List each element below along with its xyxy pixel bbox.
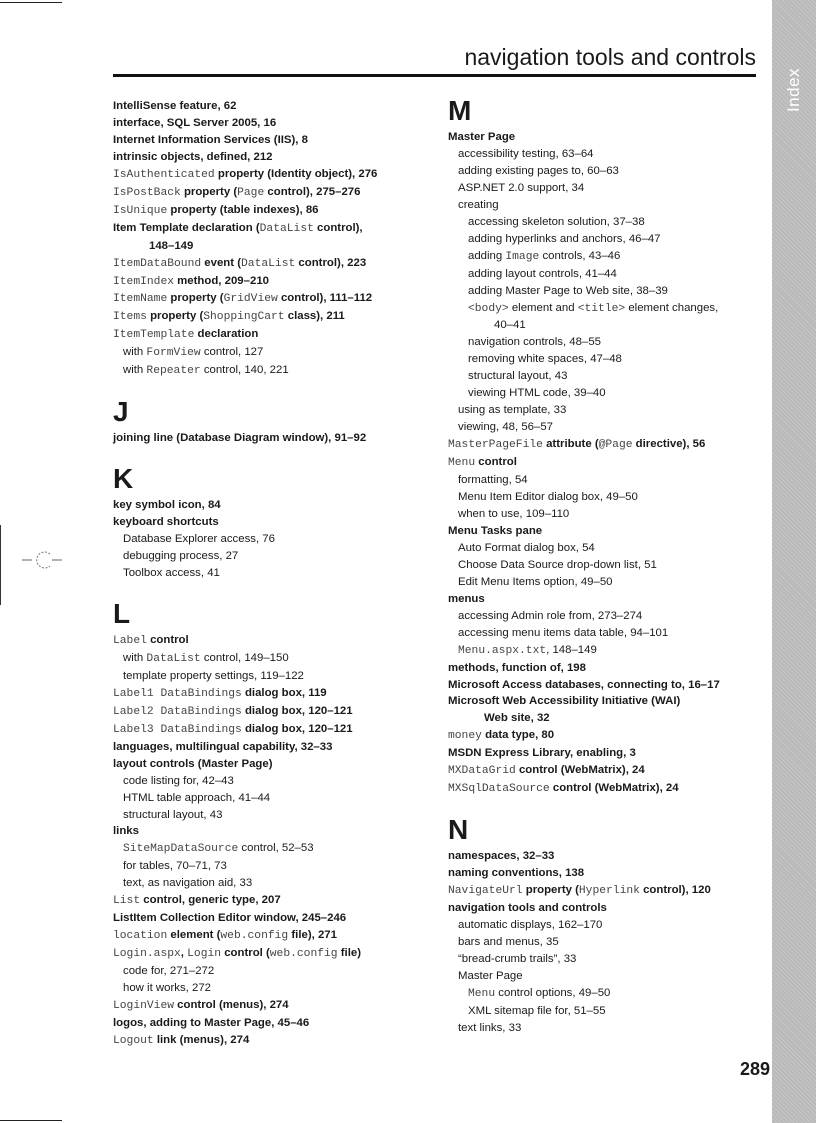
index-entry: [113, 115, 413, 132]
index-entry: [448, 523, 748, 540]
entry-text: adding hyperlinks and anchors, 46–47: [468, 232, 661, 245]
code-term: Menu: [468, 987, 496, 1000]
index-subentry: [448, 951, 748, 968]
index-subentry: [113, 344, 413, 362]
entry-text: link (menus), 274: [153, 1033, 250, 1046]
entry-text: removing white spaces, 47–48: [468, 353, 622, 366]
entry-text: control), 111–112: [277, 292, 373, 305]
entry-text: text links, 33: [458, 1021, 522, 1034]
entry-text: naming conventions, 138: [448, 867, 585, 880]
index-entry: [448, 780, 748, 798]
entry-text: navigation controls, 48–55: [468, 336, 601, 349]
entry-text: adding Master Page to Web site, 38–39: [468, 284, 668, 297]
index-entry: [113, 308, 413, 326]
code-term: Items: [113, 311, 147, 324]
index-subentry: [113, 773, 413, 790]
entry-text: viewing HTML code, 39–40: [468, 387, 606, 400]
section-letter: J: [113, 396, 129, 428]
index-subentry: [113, 650, 413, 668]
index-subentry: [113, 668, 413, 685]
entry-text: control options, 49–50: [495, 986, 611, 999]
code-term: MasterPageFile: [448, 439, 543, 452]
index-entry: [113, 927, 413, 945]
entry-text: property (Identity object), 276: [214, 167, 378, 180]
entry-text: interface, SQL Server 2005, 16: [113, 116, 277, 129]
entry-text: key symbol icon, 84: [113, 499, 221, 512]
section-letter: L: [113, 597, 131, 629]
code-term: List: [113, 895, 141, 908]
code-term: DataList: [241, 257, 296, 270]
entry-text: control),: [313, 221, 363, 234]
running-header: navigation tools and controls: [464, 44, 756, 70]
code-term: FormView: [146, 347, 201, 360]
entry-text: property (: [522, 884, 579, 897]
entry-text: attribute (: [542, 438, 599, 451]
code-term: Label3 DataBindings: [113, 723, 242, 736]
index-entry: [448, 848, 748, 865]
index-entry: [113, 220, 413, 238]
code-term: @Page: [598, 439, 633, 452]
entry-text: methods, function of, 198: [448, 661, 586, 674]
code-term: Menu.aspx.txt: [458, 644, 547, 657]
entry-text: with: [123, 346, 147, 359]
entry-text: control (menus), 274: [174, 998, 289, 1011]
index-entry: [113, 202, 413, 220]
entry-text: automatic displays, 162–170: [458, 918, 603, 931]
code-term: Login: [187, 948, 222, 961]
entry-text: data type, 80: [481, 729, 555, 742]
code-term: NavigateUrl: [448, 885, 523, 898]
code-term: Image: [505, 250, 540, 263]
entry-text: dialog box, 120–121: [241, 704, 353, 717]
header-rule: [113, 74, 756, 77]
index-subentry: [113, 840, 413, 858]
index-entry: [448, 660, 748, 677]
entry-text: for tables, 70–71, 73: [123, 860, 227, 873]
index-entry: [113, 326, 413, 344]
code-term: ItemDataBound: [113, 257, 202, 270]
entry-text: IntelliSense feature, 62: [113, 100, 237, 112]
entry-text: bars and menus, 35: [458, 935, 559, 948]
index-entry: [113, 910, 413, 927]
code-term: Repeater: [146, 365, 201, 378]
index-entry: [448, 865, 748, 882]
crop-mark-left: [0, 525, 1, 605]
index-subentry: [448, 489, 748, 506]
entry-text: control), 223: [295, 256, 367, 269]
code-term: Label: [113, 634, 147, 647]
code-term: IsAuthenticated: [113, 168, 215, 181]
entry-text: Master Page: [458, 969, 523, 982]
code-term: ItemTemplate: [113, 329, 195, 342]
entry-text: control: [146, 633, 189, 646]
index-entry: [113, 1015, 413, 1032]
index-entry: [448, 727, 748, 745]
index-subentry: [448, 180, 748, 197]
code-term: MXDataGrid: [448, 765, 516, 778]
entry-text: Master Page: [448, 131, 516, 143]
code-term: money: [448, 730, 482, 743]
index-entry: [113, 273, 413, 291]
entry-text: Menu Item Editor dialog box, 49–50: [458, 491, 638, 504]
index-subentry: [448, 163, 748, 180]
entry-text: Database Explorer access, 76: [123, 533, 275, 546]
entry-text: accessing menu items data table, 94–101: [458, 626, 669, 639]
entry-text: using as template, 33: [458, 404, 567, 417]
index-subentry: [448, 557, 748, 574]
entry-text: “bread-crumb trails”, 33: [458, 952, 577, 965]
entry-text: Choose Data Source drop-down list, 51: [458, 558, 657, 571]
entry-text: template property settings, 119–122: [123, 669, 304, 682]
page-number: 289: [740, 1059, 771, 1079]
index-entry: [113, 497, 413, 514]
entry-text: Toolbox access, 41: [123, 567, 220, 580]
entry-text: control, 127: [200, 346, 264, 359]
code-term: Label2 DataBindings: [113, 705, 242, 718]
index-subentry: [448, 214, 748, 231]
index-subentry: [113, 875, 413, 892]
entry-text: property (table indexes), 86: [167, 203, 319, 216]
index-subentry: [113, 963, 413, 980]
index-subentry: [113, 362, 413, 380]
entry-text: property (: [180, 185, 238, 198]
index-entry: [448, 677, 748, 694]
entry-text: structural layout, 43: [468, 370, 568, 383]
index-subentry: [448, 248, 748, 266]
entry-text: Microsoft Access databases, connecting to, 16–17: [448, 678, 720, 691]
index-subentry: [448, 1020, 748, 1037]
index-subentry: [448, 540, 748, 557]
code-term: <body>: [468, 302, 509, 315]
entry-text: dialog box, 119: [241, 686, 327, 699]
code-term: Label1 DataBindings: [113, 687, 242, 700]
entry-text: with: [123, 651, 147, 664]
index-entry: [113, 721, 413, 739]
entry-text: property (: [146, 310, 204, 323]
index-entry: [113, 892, 413, 910]
entry-text: structural layout, 43: [123, 808, 223, 821]
entry-text: links: [113, 825, 139, 838]
index-subentry: [448, 985, 748, 1003]
index-subentry: [448, 917, 748, 934]
entry-text: namespaces, 32–33: [448, 850, 555, 863]
index-entry: [113, 756, 413, 773]
code-term: IsPostBack: [113, 186, 181, 199]
index-entry: [448, 693, 748, 710]
code-term: Menu: [448, 457, 476, 470]
entry-text: directive), 56: [632, 438, 706, 451]
index-subentry: [448, 351, 748, 368]
entry-text: formatting, 54: [458, 474, 528, 487]
code-term: GridView: [223, 293, 278, 306]
entry-text: 40–41: [494, 319, 526, 332]
code-term: LoginView: [113, 999, 175, 1012]
index-entry: [113, 1032, 413, 1050]
entry-text: control), 275–276: [264, 185, 361, 198]
section-letter: N: [448, 814, 469, 846]
index-subentry: [113, 980, 413, 997]
entry-text: intrinsic objects, defined, 212: [113, 150, 273, 163]
entry-text: control, generic type, 207: [140, 894, 281, 907]
index-subentry: [448, 231, 748, 248]
index-subentry: [113, 548, 413, 565]
index-entry: [113, 997, 413, 1015]
index-subentry: [448, 266, 748, 283]
entry-text: controls, 43–46: [539, 249, 621, 262]
entry-text: element (: [167, 929, 221, 942]
index-entry: [113, 290, 413, 308]
entry-text: control, 52–53: [238, 842, 314, 855]
index-subentry: [113, 565, 413, 582]
index-subentry: [448, 334, 748, 351]
entry-text: element and: [508, 301, 578, 314]
entry-text: adding: [468, 249, 506, 262]
entry-text: method, 209–210: [174, 274, 269, 287]
index-entry: [448, 129, 748, 146]
index-entry: [113, 632, 413, 650]
entry-text: logos, adding to Master Page, 45–46: [113, 1016, 310, 1029]
index-entry: [113, 703, 413, 721]
index-subentry: [113, 807, 413, 824]
entry-text: menus: [448, 592, 485, 605]
entry-text: MSDN Express Library, enabling, 3: [448, 747, 636, 760]
entry-text: viewing, 48, 56–57: [458, 421, 553, 434]
entry-text: when to use, 109–110: [458, 507, 570, 520]
entry-text: event (: [201, 256, 242, 269]
index-subentry: [448, 197, 748, 214]
entry-text: control), 120: [639, 884, 711, 897]
entry-text: text, as navigation aid, 33: [123, 877, 253, 890]
entry-text: accessing Admin role from, 273–274: [458, 609, 643, 622]
index-subentry: [448, 146, 748, 163]
entry-text: Item Template declaration (: [113, 221, 260, 234]
entry-text: control (: [221, 947, 270, 960]
code-term: web.config: [220, 930, 289, 943]
entry-text: Web site, 32: [484, 712, 550, 725]
entry-text: creating: [458, 198, 499, 211]
index-subentry: [448, 574, 748, 591]
code-term: MXSqlDataSource: [448, 783, 550, 796]
index-entry: [113, 823, 413, 840]
entry-text: ASP.NET 2.0 support, 34: [458, 181, 585, 194]
index-subentry: [448, 385, 748, 402]
index-subentry: [448, 1003, 748, 1020]
index-subentry: [448, 506, 748, 523]
entry-text: declaration: [194, 328, 259, 341]
index-column-right: [448, 95, 748, 1037]
entry-text: file): [337, 947, 361, 960]
index-entry: [113, 739, 413, 756]
index-entry: [113, 98, 413, 115]
index-entry: [113, 945, 413, 963]
entry-text: XML sitemap file for, 51–55: [468, 1004, 606, 1017]
index-subentry: [448, 283, 748, 300]
section-letter: M: [448, 95, 472, 126]
entry-text: Internet Information Services (IIS), 8: [113, 133, 308, 146]
entry-text: control (WebMatrix), 24: [549, 782, 679, 795]
entry-text: keyboard shortcuts: [113, 516, 219, 529]
code-term: Hyperlink: [578, 885, 640, 898]
index-subentry: [448, 368, 748, 385]
code-term: IsUnique: [113, 204, 168, 217]
index-entry: [113, 430, 413, 447]
entry-text: debugging process, 27: [123, 550, 239, 563]
entry-text: Menu Tasks pane: [448, 524, 543, 537]
entry-text: control, 140, 221: [200, 364, 289, 377]
code-term: DataList: [146, 652, 201, 665]
entry-text: adding existing pages to, 60–63: [458, 164, 619, 177]
entry-text: element changes,: [625, 301, 719, 314]
code-term: ItemIndex: [113, 275, 175, 288]
entry-text: languages, multilingual capability, 32–33: [113, 740, 333, 753]
code-term: Login.aspx: [113, 948, 181, 961]
index-subentry: [448, 625, 748, 642]
index-column-left: [113, 98, 413, 1050]
index-entry: [113, 149, 413, 166]
index-entry: [113, 184, 413, 202]
entry-text: how it works, 272: [123, 982, 211, 995]
index-entry: [448, 745, 748, 762]
entry-text: ,: [180, 947, 188, 960]
index-subentry: [448, 968, 748, 985]
crop-mark-bottom: [0, 1120, 62, 1121]
index-subentry: [448, 608, 748, 625]
entry-text: code for, 271–272: [123, 965, 215, 978]
entry-text: Auto Format dialog box, 54: [458, 541, 595, 554]
index-entry: [113, 132, 413, 149]
entry-text: Edit Menu Items option, 49–50: [458, 575, 613, 588]
code-term: Page: [237, 186, 265, 199]
entry-text: HTML table approach, 41–44: [123, 791, 271, 804]
entry-text: with: [123, 364, 147, 377]
index-subentry: [448, 472, 748, 489]
index-entry-continuation: [448, 317, 748, 334]
entry-text: control (WebMatrix), 24: [515, 764, 645, 777]
index-subentry: [448, 419, 748, 436]
entry-text: layout controls (Master Page): [113, 757, 273, 770]
index-entry: [113, 255, 413, 273]
code-term: <title>: [577, 302, 626, 315]
index-subentry: [113, 790, 413, 807]
code-term: web.config: [269, 948, 338, 961]
entry-text: control, 149–150: [200, 651, 289, 664]
code-term: location: [113, 930, 168, 943]
index-entry: [448, 762, 748, 780]
index-subentry: [448, 300, 748, 318]
entry-text: dialog box, 120–121: [241, 722, 353, 735]
index-entry: [113, 514, 413, 531]
index-side-tab-label: Index: [784, 67, 803, 113]
index-entry: [448, 454, 748, 472]
index-entry: [448, 882, 748, 900]
index-entry: [113, 166, 413, 184]
index-entry: [113, 685, 413, 703]
code-term: DataList: [259, 222, 314, 235]
code-term: Logout: [113, 1034, 154, 1047]
registration-mark-icon: [22, 547, 62, 573]
entry-text: class), 211: [284, 310, 345, 323]
code-term: ItemName: [113, 293, 168, 306]
entry-text: file), 271: [288, 929, 337, 942]
entry-text: Microsoft Web Accessibility Initiative (WAI): [448, 695, 681, 708]
code-term: SiteMapDataSource: [123, 843, 239, 856]
index-subentry: [448, 402, 748, 419]
code-term: ShoppingCart: [203, 311, 285, 324]
index-entry: [448, 436, 748, 454]
entry-text: control: [475, 456, 517, 469]
index-subentry: [113, 858, 413, 875]
entry-text: adding layout controls, 41–44: [468, 267, 617, 280]
entry-text: code listing for, 42–43: [123, 774, 234, 787]
entry-text: accessing skeleton solution, 37–38: [468, 215, 645, 228]
entry-text: property (: [167, 292, 224, 305]
index-entry-continuation: [448, 710, 748, 727]
index-entry: [448, 591, 748, 608]
crop-mark-top: [0, 2, 62, 3]
entry-text: 148–149: [149, 239, 194, 252]
index-entry: [448, 900, 748, 917]
section-letter: K: [113, 463, 134, 495]
entry-text: ListItem Collection Editor window, 245–246: [113, 912, 347, 925]
index-subentry: [448, 934, 748, 951]
index-subentry: [113, 531, 413, 548]
index-entry-continuation: [113, 238, 413, 255]
index-side-tab: [772, 0, 816, 1123]
index-subentry: [448, 642, 748, 660]
entry-text: joining line (Database Diagram window), 91–92: [113, 432, 367, 445]
entry-text: accessibility testing, 63–64: [458, 147, 594, 160]
entry-text: navigation tools and controls: [448, 902, 607, 915]
entry-text: , 148–149: [546, 643, 597, 656]
